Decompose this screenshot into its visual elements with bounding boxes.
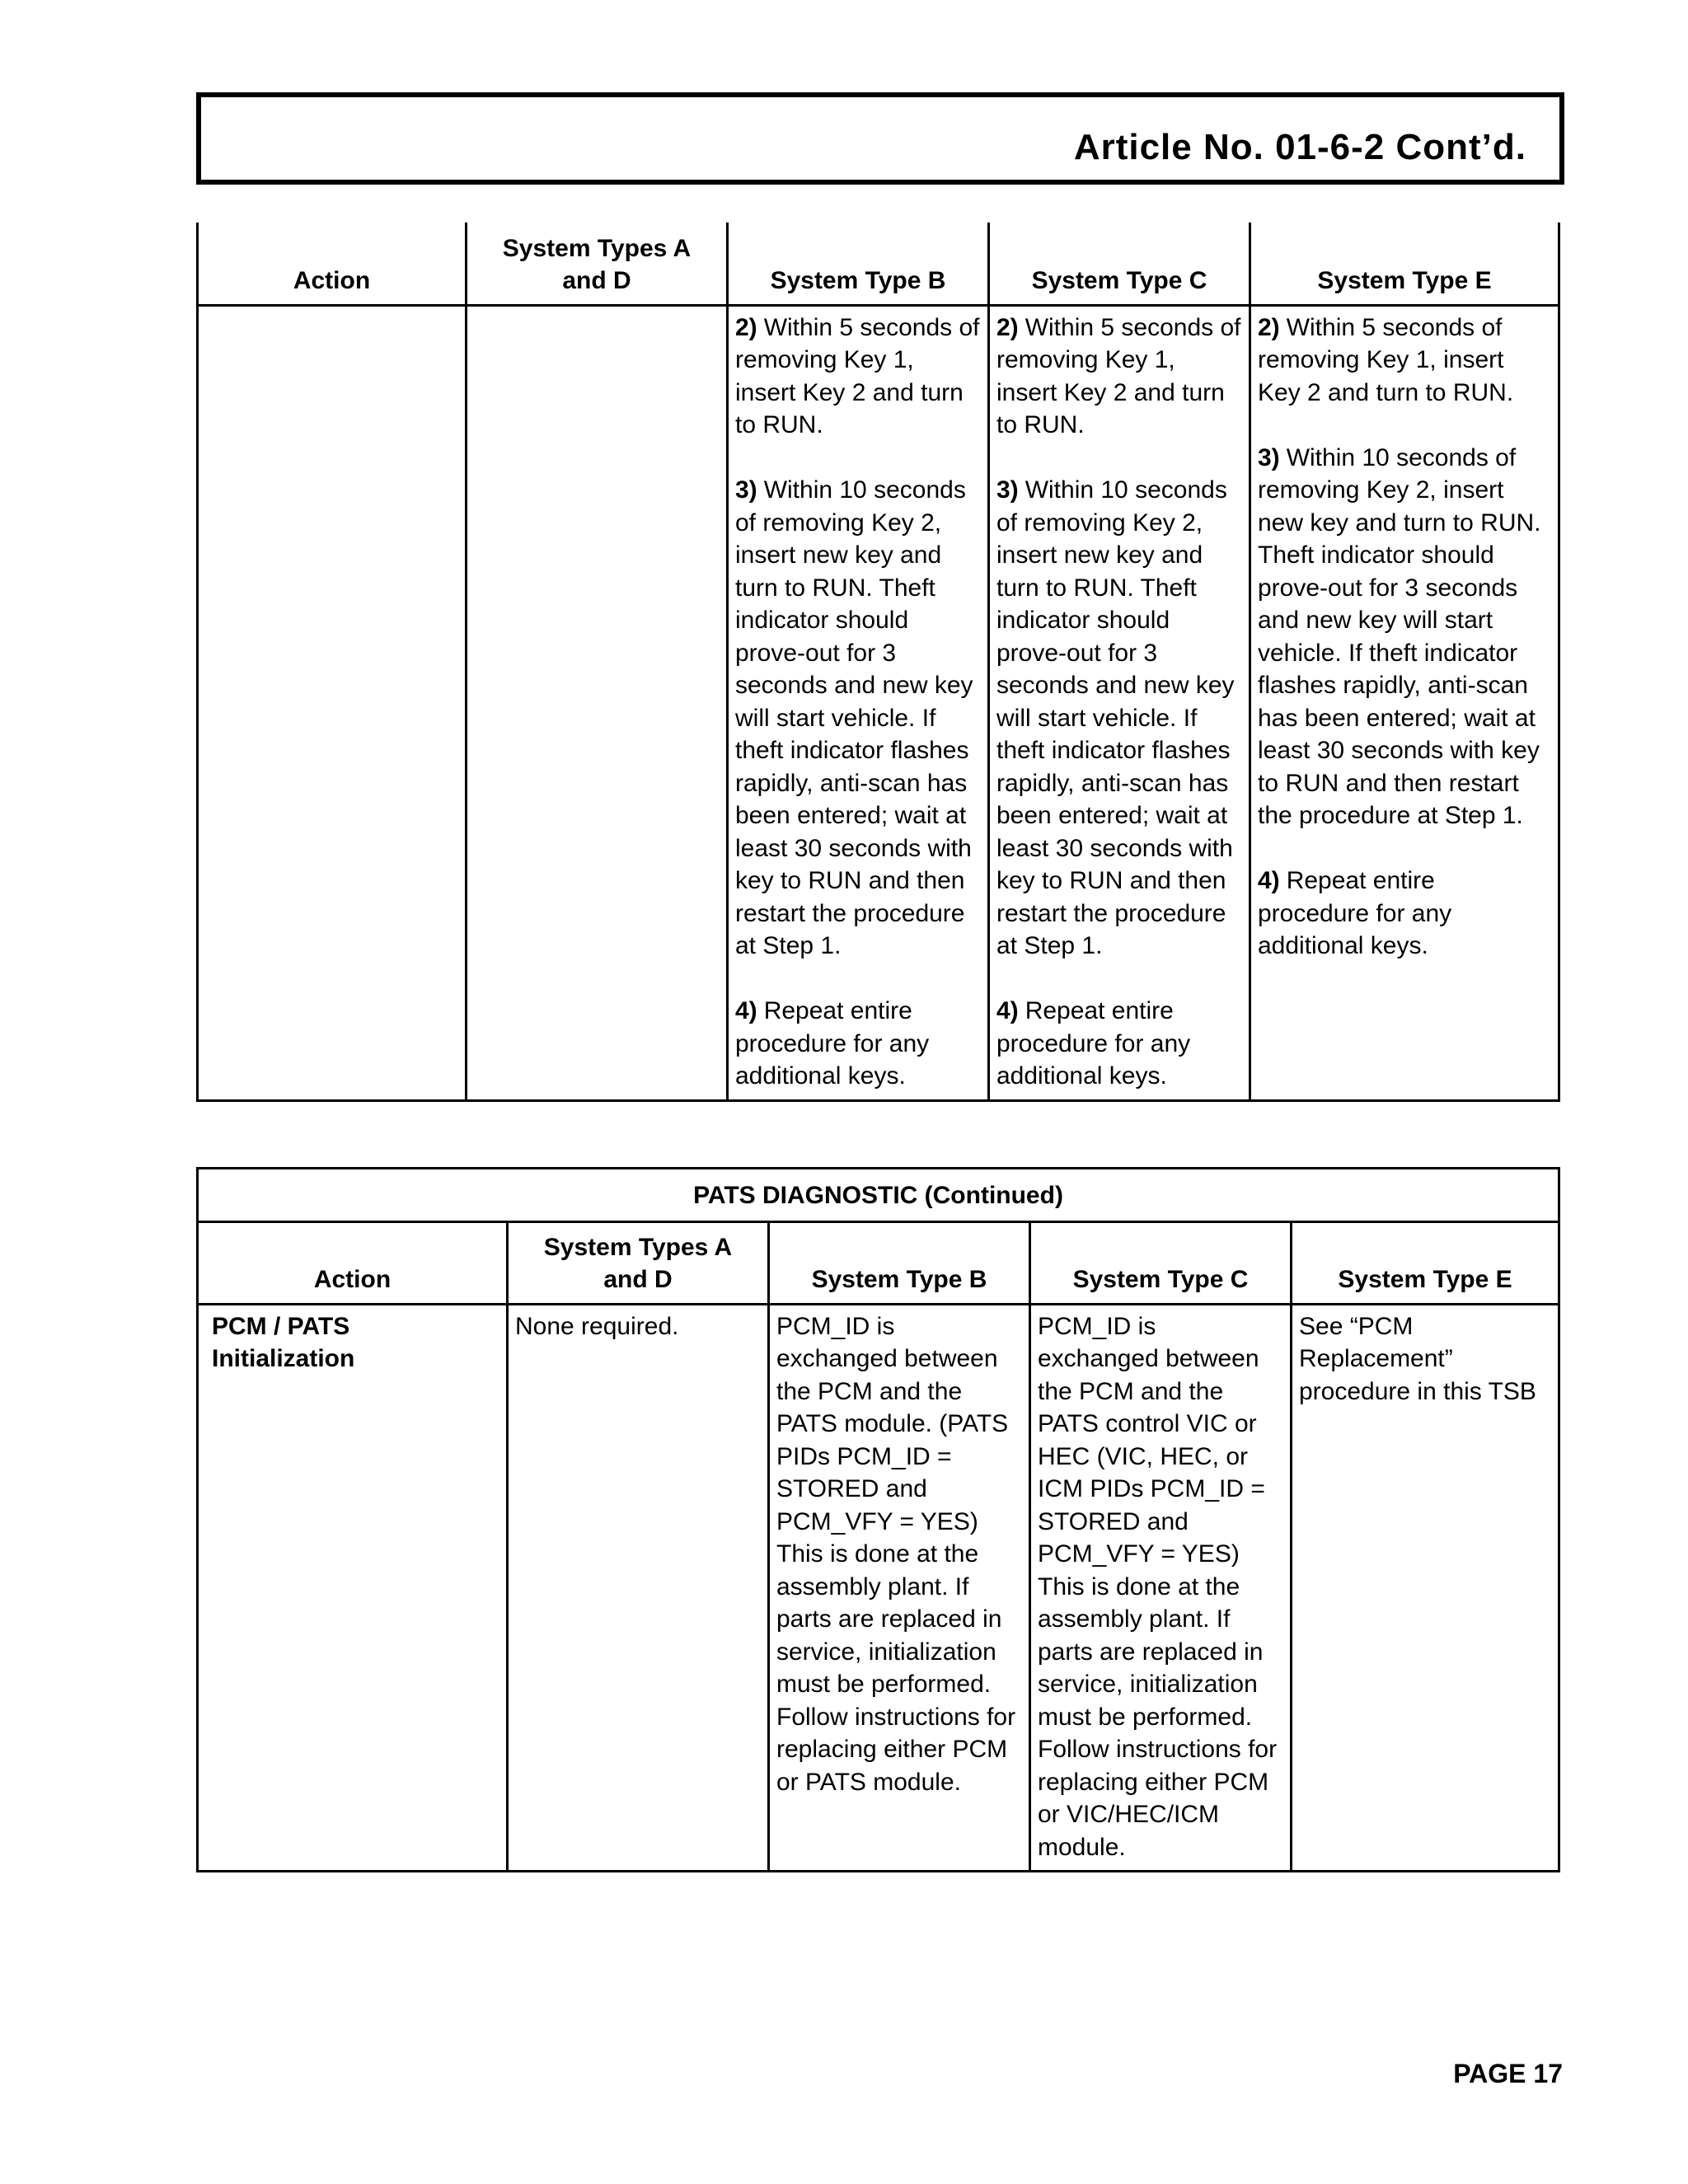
step-number: 4) (1258, 867, 1280, 894)
cell-type-b (728, 305, 989, 1100)
col-header-types-a-d-line2: and D (603, 1266, 673, 1293)
col-header-types-a-d-line1: System Types A (502, 234, 692, 262)
col-header-types-a-d (508, 1221, 769, 1304)
col-header-type-c: System Type C (989, 223, 1250, 305)
step-3-text (1258, 442, 1551, 832)
col-header-type-b: System Type B (728, 223, 989, 305)
step-body: Within 5 seconds of removing Key 1, insert Key 2 and turn to RUN. (1258, 313, 1514, 406)
col-header-types-a-d-line1: System Types A (543, 1233, 733, 1261)
article-title: Article No. 01-6-2 Cont’d. (1073, 127, 1526, 167)
action-line1: PCM / PATS (212, 1312, 350, 1340)
col-header-type-b: System Type B (769, 1221, 1030, 1304)
table-header-row (198, 1221, 1559, 1304)
pats-diagnostic-table (196, 1167, 1560, 1872)
step-body: Within 5 seconds of removing Key 1, insert Key 2 and turn to RUN. (735, 313, 980, 438)
step-body: Within 5 seconds of removing Key 1, insert Key 2 and turn to RUN. (996, 313, 1241, 438)
col-header-type-c: System Type C (1030, 1221, 1292, 1304)
step-number: 2) (996, 313, 1019, 341)
cell-action (198, 1304, 508, 1872)
step-3-text (996, 474, 1242, 963)
cell-action-empty (198, 305, 467, 1100)
step-2-text (735, 312, 981, 442)
cell-types-a-d: None required. (508, 1304, 769, 1872)
step-body: Within 10 seconds of removing Key 2, insert new key and turn to RUN. Theft indicator should prove-out for 3 seconds and new key will start vehicle. If theft indicator flashes rapidly, anti-scan has been entered; wait at least 30 seconds with key to RUN and then restart the procedure at Step 1. (1258, 443, 1541, 829)
step-number: 4) (735, 997, 757, 1024)
article-header-box (196, 92, 1564, 185)
col-header-type-e: System Type E (1292, 1221, 1559, 1304)
col-header-types-a-d-line2: and D (562, 267, 631, 294)
step-4-text (735, 995, 981, 1093)
cell-type-e (1250, 305, 1559, 1100)
step-body: Repeat entire procedure for any additional keys. (996, 997, 1191, 1090)
cell-type-e: See “PCM Replacement” procedure in this TSB (1292, 1304, 1559, 1872)
cell-types-a-d-empty (467, 305, 728, 1100)
table-title-row (198, 1169, 1559, 1222)
step-number: 3) (996, 476, 1019, 504)
col-header-type-e: System Type E (1250, 223, 1559, 305)
step-number: 3) (735, 476, 757, 504)
col-header-action: Action (198, 223, 467, 305)
step-body: Within 10 seconds of removing Key 2, insert new key and turn to RUN. Theft indicator should prove-out for 3 seconds and new key will start vehicle. If theft indicator flashes rapidly, anti-scan has been entered; wait at least 30 seconds with key to RUN and then restart the procedure at Step 1. (735, 476, 973, 959)
procedure-table-continued (196, 223, 1560, 1102)
table-header-row (198, 223, 1559, 305)
table-title: PATS DIAGNOSTIC (Continued) (198, 1169, 1559, 1222)
step-2-text (1258, 312, 1551, 410)
col-header-types-a-d (467, 223, 728, 305)
table-row (198, 1304, 1559, 1872)
step-4-text (996, 995, 1242, 1093)
step-number: 2) (735, 313, 757, 341)
table-row (198, 305, 1559, 1100)
cell-type-c (989, 305, 1250, 1100)
step-3-text (735, 474, 981, 963)
step-2-text (996, 312, 1242, 442)
step-body: Within 10 seconds of removing Key 2, insert new key and turn to RUN. Theft indicator should prove-out for 3 seconds and new key will start vehicle. If theft indicator flashes rapidly, anti-scan has been entered; wait at least 30 seconds with key to RUN and then restart the procedure at Step 1. (996, 476, 1235, 959)
step-number: 3) (1258, 443, 1280, 471)
step-number: 4) (996, 997, 1019, 1024)
cell-type-c: PCM_ID is exchanged between the PCM and the PATS control VIC or HEC (VIC, HEC, or ICM PIDs PCM_ID = STORED and PCM_VFY = YES) This is done at the assembly plant. If parts are replaced in service, initialization must be performed. Follow instructions for replacing either PCM or VIC/HEC/ICM module. (1030, 1304, 1292, 1872)
step-4-text (1258, 865, 1551, 963)
cell-type-b: PCM_ID is exchanged between the PCM and the PATS module. (PATS PIDs PCM_ID = STORED and PCM_VFY = YES) This is done at the assembly plant. If parts are replaced in service, initialization must be performed. Follow instructions for replacing either PCM or PATS module. (769, 1304, 1030, 1872)
col-header-action: Action (198, 1221, 508, 1304)
action-line2: Initialization (212, 1345, 355, 1372)
step-body: Repeat entire procedure for any additional keys. (1258, 867, 1452, 959)
step-number: 2) (1258, 313, 1280, 341)
page-number: PAGE 17 (1453, 2059, 1563, 2088)
step-body: Repeat entire procedure for any additional keys. (735, 997, 930, 1090)
